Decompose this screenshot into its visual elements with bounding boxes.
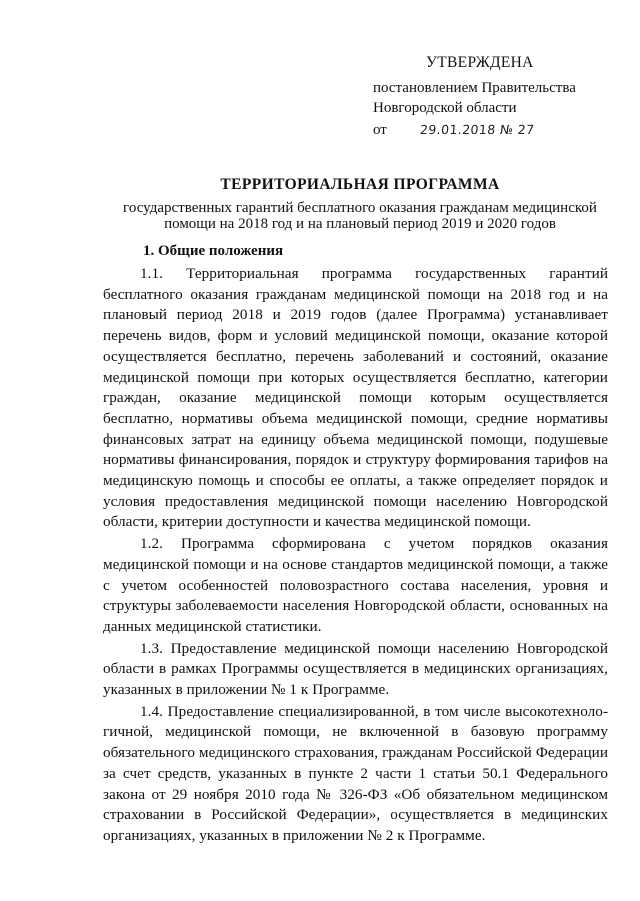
document-subtitle-line-1: государственных гарантий бесплатного оказания гражданам медицинской (123, 200, 597, 216)
approval-line-1: постановлением Правительства (373, 79, 576, 96)
section-body (103, 264, 608, 847)
paragraph-1-4: 1.4. Предоставление специализированной, в том числе высокотехнологичной, медицинской помощи, не включенной в базовую программу обязательного медицинского страхования, гражданам Российской Федерации за счет средств, указанных в пункте 2 части 1 статьи 50.1 Федерального закона от 29 ноября 2010 года № 326-ФЗ «Об обязательном медицинском страховании в Российской Федерации», осуществляется в медицинских организациях, указанных в приложении № 2 к Программе. (103, 702, 608, 844)
approval-date-row (373, 120, 623, 141)
document-subtitle-line-2: помощи на 2018 год и на плановый период 2019 и 2020 годов (164, 216, 556, 232)
paragraph-1-1: 1.1. Территориальная программа государственных гарантий бесплатного оказания гражданам медицинской помощи на 2018 год и на плановый период 2018 и 2019 годов (далее Программа) устанавливает перечень видов, форм и условий медицинской помощи, оказание которой осуществляется бесплатно, перечень заболеваний и состояний, оказание медицинской помощи при которых осуществляется бесплатно, категории граждан, оказание медицинской помощи которым осуществляется бесплатно, нормативы объема медицинской помощи, средние нормативы финансовых затрат на единицу объема медицинской помощи, подушевые нормативы финансирования, порядок и структуру формирования тарифов на медицинскую помощь и способы ее оплаты, а также определяет порядок и условия предоставления медицинской помощи населению Новгородской области, критерии доступности и качества медицинской помощи. (103, 265, 608, 531)
document-title: ТЕРРИТОРИАЛЬНАЯ ПРОГРАММА (220, 176, 500, 193)
section-heading: 1. Общие положения (143, 243, 284, 259)
approval-block (373, 53, 623, 140)
approval-line-2: Новгородской области (373, 100, 517, 116)
approval-date-number: 29.01.2018 № 27 (419, 121, 536, 137)
paragraph-1-2: 1.2. Программа сформирована с учетом порядков оказания медицинской помощи и на основе стандартов медицинской помощи, а также с учетом особенностей половозрастного состава населения, уровня и структуры заболеваемости населения Новгородской области, основанных на данных медицинской статистики. (103, 535, 608, 635)
approval-from-label: от (373, 121, 387, 138)
paragraph-1-3: 1.3. Предоставление медицинской помощи населению Новгородской области в рамках Программы осуществляется в медицинских организациях, указанных в приложении № 1 к Программе. (103, 639, 608, 699)
approval-stamp: УТВЕРЖДЕНА (426, 54, 534, 71)
document-title-block (105, 176, 615, 232)
